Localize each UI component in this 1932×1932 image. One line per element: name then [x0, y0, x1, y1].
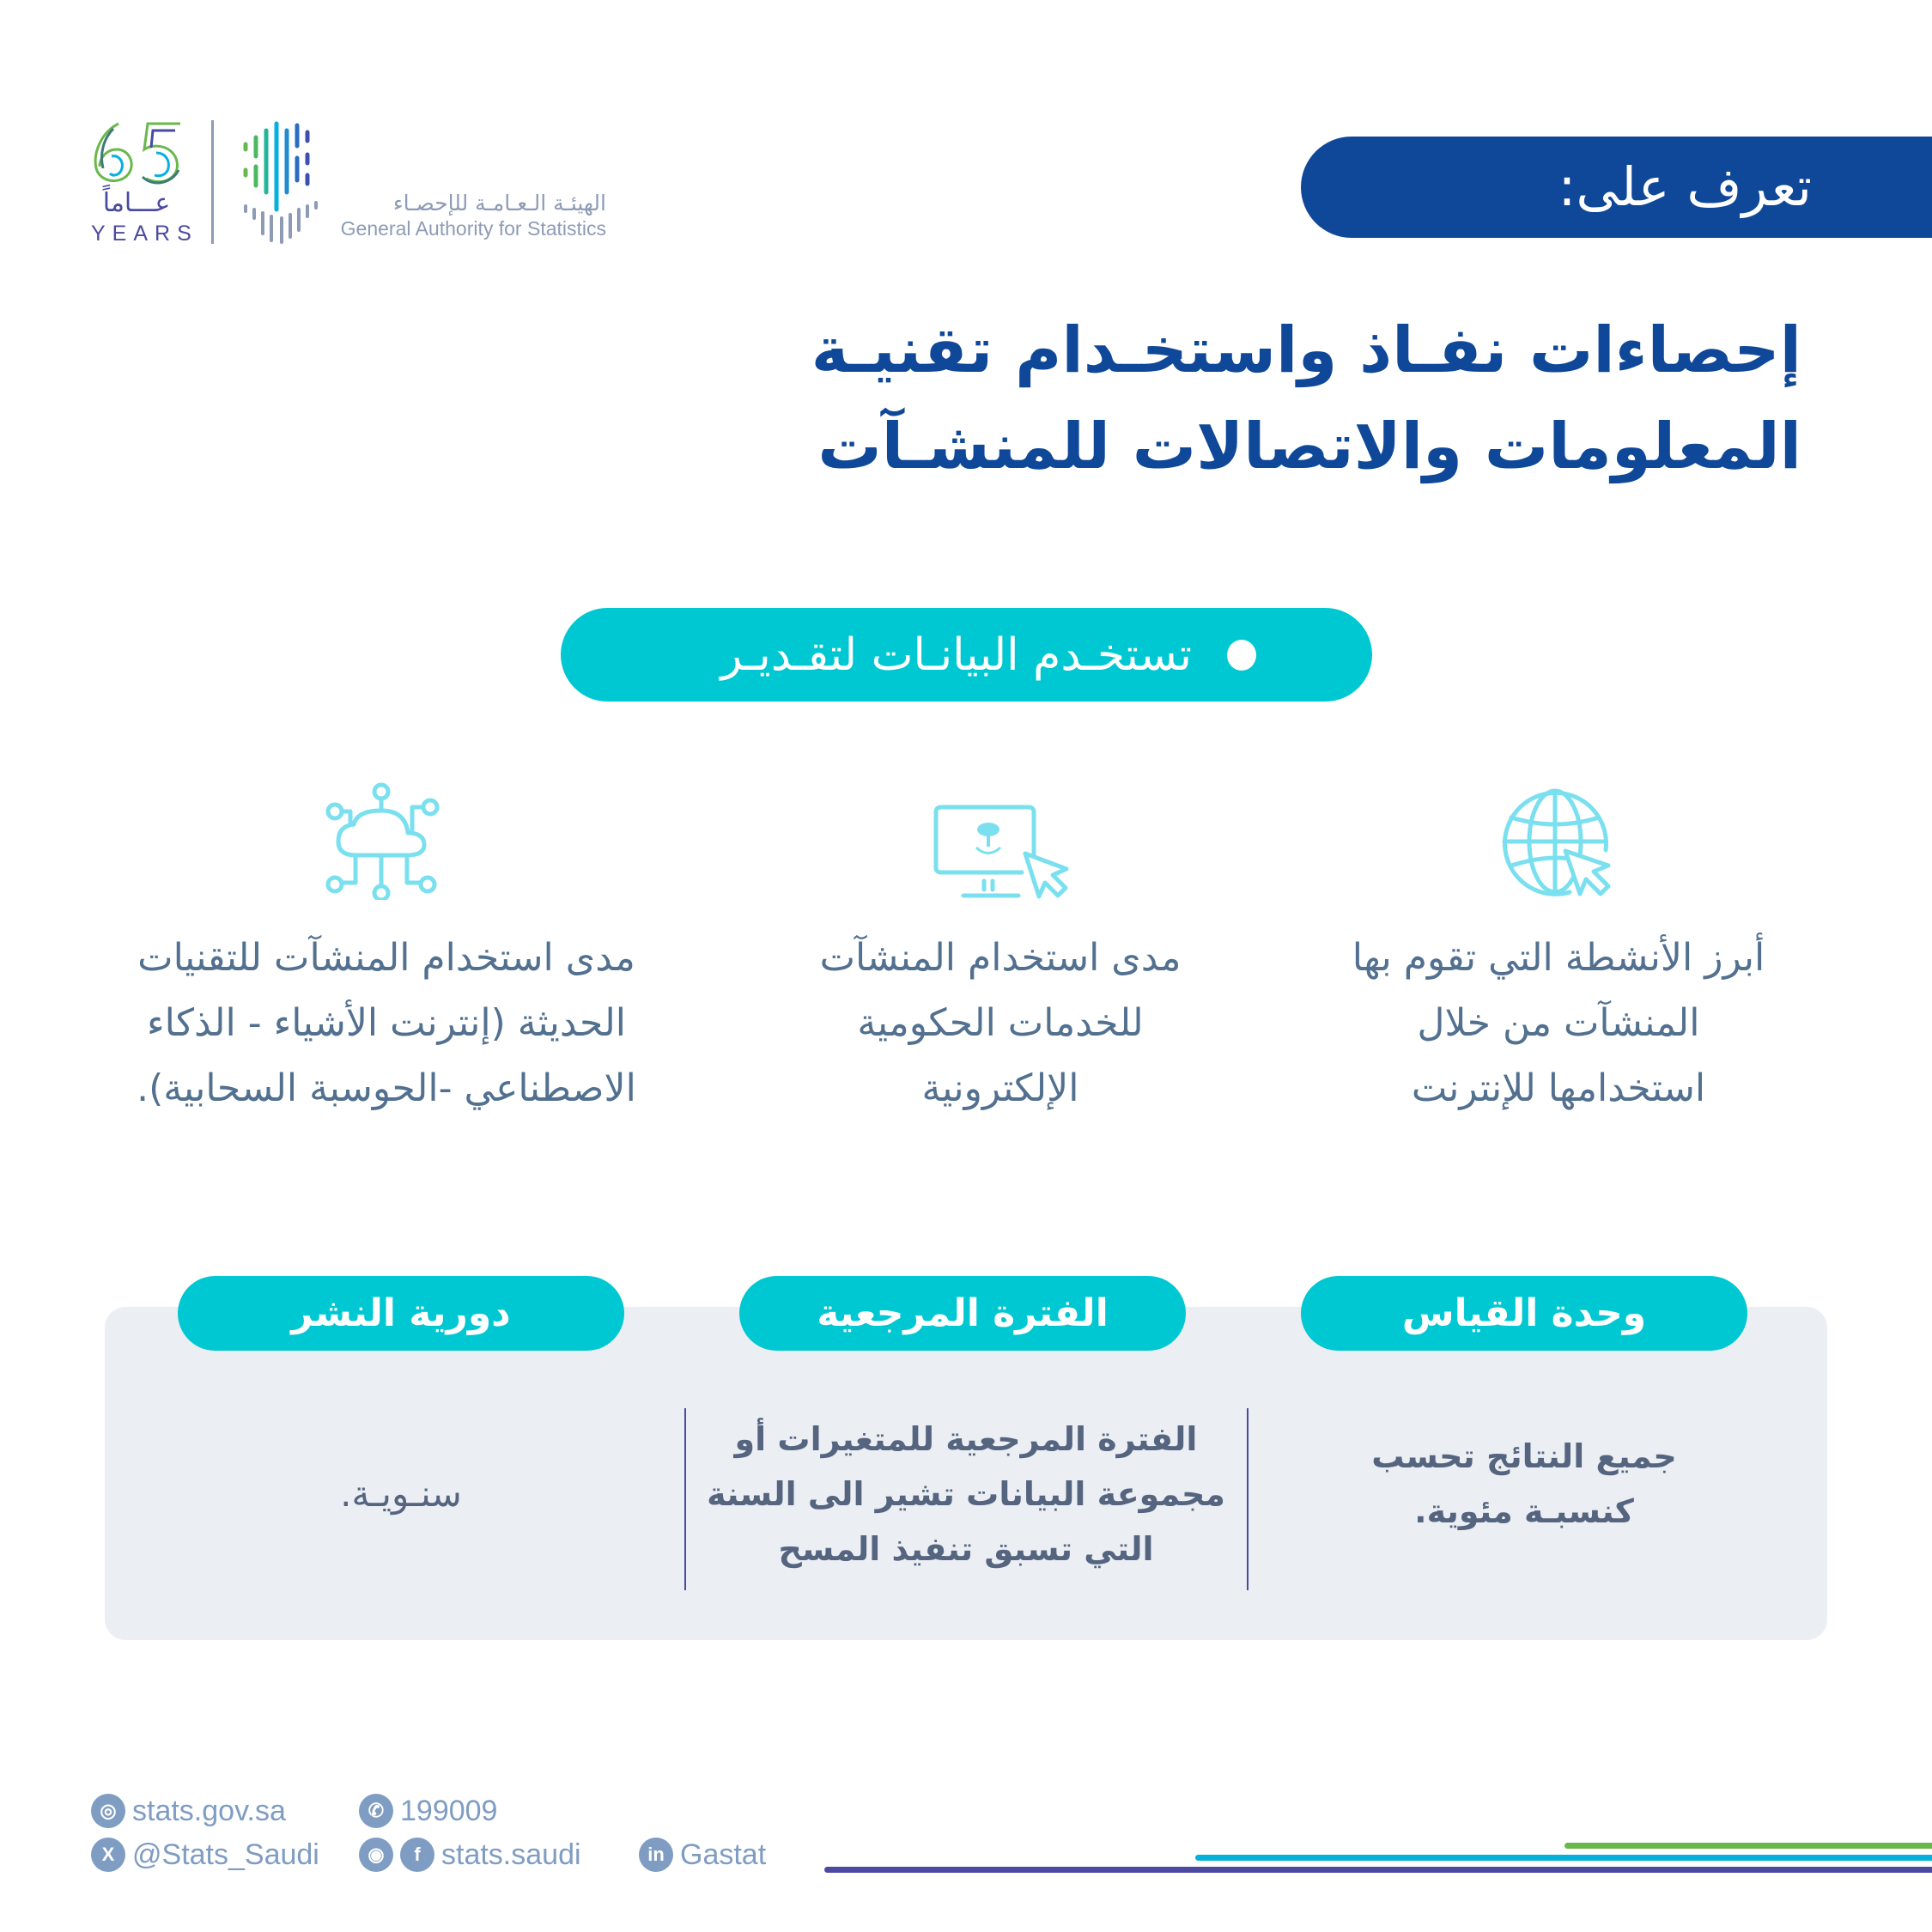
intro-label: تعرف على: [1558, 155, 1812, 218]
feature-line: المنشآت من خلال [1417, 1001, 1700, 1045]
title-line-1: إحصاءات نفـاذ واستخـدام تقنيـة [811, 313, 1801, 387]
heading-label: وحدة القياس [1401, 1291, 1647, 1335]
gastat-logo-mark-icon [242, 120, 325, 246]
org-name-ar: الهيئـة الـعـامـة للإحصـاء [392, 191, 606, 216]
info-line: جميع النتائج تحسب [1371, 1437, 1677, 1475]
info-line: مجموعة البيانات تشير الى السنة [707, 1475, 1225, 1513]
phone-icon: ✆ [359, 1794, 393, 1828]
feature-line: مدى استخدام المنشآت [819, 936, 1182, 980]
feature-line: للخدمات الحكومية [857, 1001, 1144, 1045]
social-text: stats.saudi [441, 1838, 581, 1871]
info-line: كنسبـة مئوية. [1414, 1492, 1634, 1530]
footer-twitter-link[interactable] [91, 1838, 319, 1872]
publication-frequency-value [178, 1467, 624, 1522]
column-divider [1247, 1408, 1249, 1590]
feature-line: الاصطناعي -الحوسبة السحابية). [137, 1066, 636, 1110]
anniversary-ar-label: عـــاماً [102, 188, 171, 218]
feature-egov-services [781, 926, 1219, 1121]
anniversary-65-icon [86, 118, 189, 187]
linkedin-icon: in [639, 1838, 673, 1872]
org-name-en: General Authority for Statistics [340, 217, 606, 240]
feature-line: الحديثة (إنترنت الأشياء - الذكاء [146, 1001, 627, 1045]
decorative-bar-green [1564, 1843, 1932, 1849]
twitter-text: @Stats_Saudi [132, 1838, 319, 1871]
heading-reference-period [739, 1276, 1186, 1351]
bullet-dot-icon [1227, 640, 1256, 671]
decorative-bar-purple [824, 1867, 1932, 1873]
phone-text: 199009 [400, 1795, 498, 1827]
globe-cursor-icon [1501, 787, 1616, 902]
heading-measurement-unit [1301, 1276, 1747, 1351]
heading-publication-frequency [178, 1276, 624, 1351]
linkedin-text: Gastat [680, 1838, 767, 1871]
footer-phone-link[interactable] [359, 1794, 497, 1828]
heading-label: دورية النشر [291, 1291, 511, 1335]
instagram-icon: ◉ [359, 1838, 393, 1872]
intro-banner [1301, 137, 1932, 238]
facebook-icon: f [400, 1838, 434, 1872]
org-name [340, 191, 606, 240]
heading-label: الفترة المرجعية [817, 1291, 1109, 1335]
x-twitter-icon: X [91, 1838, 125, 1872]
globe-icon: ◎ [91, 1794, 125, 1828]
feature-line: أبرز الأنشطة التي تقوم بها [1352, 936, 1765, 980]
monitor-government-icon [933, 804, 1077, 900]
info-line: سنـويـة. [340, 1473, 462, 1515]
page-title [771, 302, 1801, 495]
title-line-2: المعلومات والاتصالات للمنشـآت [817, 410, 1801, 483]
measurement-unit-value [1305, 1429, 1743, 1539]
feature-line: الإلكترونية [921, 1066, 1079, 1110]
info-line: الفترة المرجعية للمتغيرات أو [734, 1420, 1198, 1458]
feature-line: استخدامها للإنترنت [1411, 1066, 1706, 1110]
anniversary-65-logo [86, 118, 198, 247]
footer-social-link[interactable] [359, 1838, 581, 1872]
usage-label: تستخـدم البيانـات لتقـديـر [720, 629, 1192, 681]
website-text: stats.gov.sa [132, 1795, 286, 1827]
cloud-network-icon [325, 781, 441, 900]
feature-internet-activities [1322, 926, 1795, 1121]
anniversary-en-label: YEARS [91, 222, 198, 246]
feature-line: مدى استخدام المنشآت للتقنيات [137, 936, 635, 980]
reference-period-value [704, 1412, 1228, 1577]
footer-website-link[interactable] [91, 1794, 286, 1828]
footer-linkedin-link[interactable] [639, 1838, 766, 1872]
feature-modern-tech [94, 926, 678, 1121]
column-divider [684, 1408, 686, 1590]
info-line: التي تسبق تنفيذ المسح [778, 1530, 1154, 1568]
logo-divider [211, 120, 214, 244]
decorative-bar-cyan [1195, 1855, 1932, 1861]
usage-banner [561, 608, 1372, 702]
